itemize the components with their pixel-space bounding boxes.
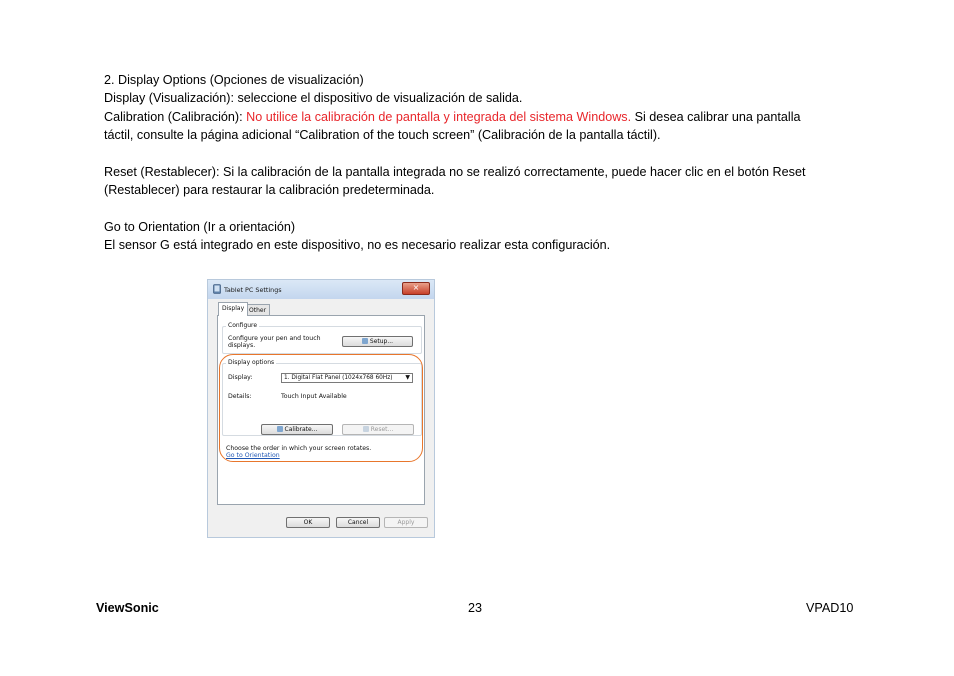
calibration-description-line2: táctil, consulte la página adicional “Calibration of the touch screen” (Calibración de la pantalla táctil). bbox=[104, 128, 661, 142]
close-icon[interactable]: × bbox=[402, 282, 430, 295]
configure-text-line1: Configure your pen and touch bbox=[228, 335, 321, 342]
apply-button[interactable]: Apply bbox=[384, 517, 428, 528]
dialog-title: Tablet PC Settings bbox=[224, 286, 282, 294]
footer-page-number: 23 bbox=[468, 601, 483, 615]
footer-model: VPAD10 bbox=[806, 601, 854, 615]
orientation-heading: Go to Orientation (Ir a orientación) bbox=[104, 220, 296, 234]
details-value: Touch Input Available bbox=[281, 393, 347, 400]
calibration-description bbox=[104, 108, 801, 126]
calibration-warning: No utilice la calibración de pantalla y integrada del sistema Windows. bbox=[246, 110, 632, 124]
configure-text bbox=[228, 335, 321, 349]
display-label: Display: bbox=[228, 374, 253, 381]
reset-description-line2: (Restablecer) para restaurar la calibración predeterminada. bbox=[104, 183, 435, 197]
section-heading: 2. Display Options (Opciones de visualización) bbox=[104, 73, 364, 87]
configure-legend: Configure bbox=[228, 322, 258, 329]
display-description: Display (Visualización): seleccione el dispositivo de visualización de salida. bbox=[104, 91, 523, 105]
dialog-titlebar bbox=[208, 280, 434, 299]
display-select-value: 1. Digital Flat Panel (1024x768 60Hz) bbox=[284, 375, 393, 381]
orientation-text: Choose the order in which your screen rotates. bbox=[226, 445, 372, 452]
calibration-label: Calibration (Calibración): bbox=[104, 110, 247, 124]
shield-icon bbox=[362, 338, 368, 344]
tab-other[interactable]: Other bbox=[245, 304, 270, 316]
cancel-button[interactable]: Cancel bbox=[336, 517, 380, 528]
configure-text-line2: displays. bbox=[228, 342, 256, 349]
footer-brand: ViewSonic bbox=[96, 601, 159, 615]
ok-button[interactable]: OK bbox=[286, 517, 330, 528]
details-label: Details: bbox=[228, 393, 252, 400]
reset-button-label: Reset... bbox=[370, 426, 394, 433]
chevron-down-icon: ▼ bbox=[405, 374, 410, 381]
display-options-legend: Display options bbox=[228, 359, 275, 366]
calibrate-button-label: Calibrate... bbox=[284, 426, 318, 433]
tab-display[interactable]: Display bbox=[218, 302, 248, 316]
go-to-orientation-link[interactable]: Go to Orientation bbox=[226, 452, 280, 459]
setup-button[interactable] bbox=[342, 336, 413, 347]
highlight-ring bbox=[219, 354, 423, 462]
tablet-icon bbox=[213, 284, 221, 294]
orientation-description: El sensor G está integrado en este dispositivo, no es necesario realizar esta configuración. bbox=[104, 238, 611, 252]
reset-description: Reset (Restablecer): Si la calibración de la pantalla integrada no se realizó correctamente, puede hacer clic en el botón Reset bbox=[104, 165, 806, 179]
setup-button-label: Setup... bbox=[369, 338, 394, 345]
calibration-continued: Si desea calibrar una pantalla bbox=[631, 110, 801, 124]
